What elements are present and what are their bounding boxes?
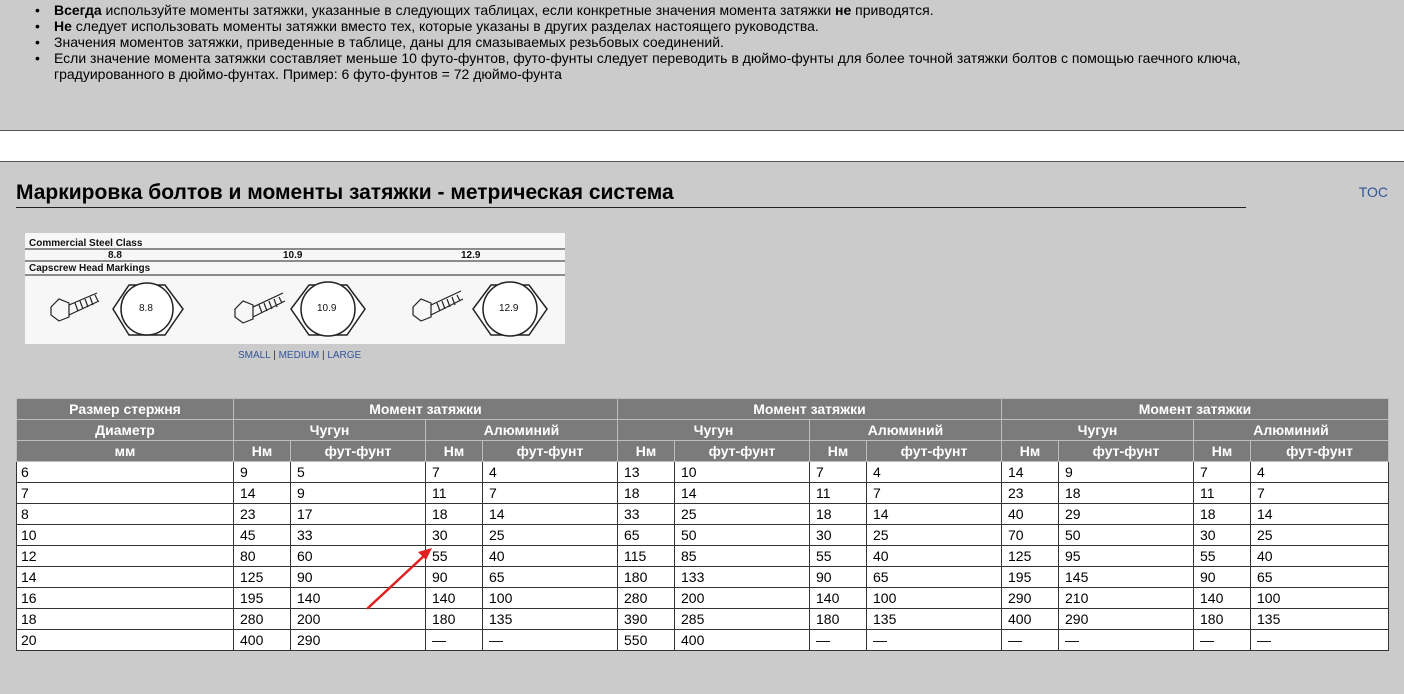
torque-cell: 40 (1251, 546, 1389, 567)
torque-cell: 18 (618, 483, 675, 504)
section-title: Маркировка болтов и моменты затяжки - метрическая система (16, 180, 1246, 208)
header-cell: Момент затяжки (1002, 399, 1389, 420)
marking-88: 8.8 (139, 303, 153, 314)
torque-cell: — (483, 630, 618, 651)
header-cell: Размер стержня (17, 399, 234, 420)
torque-cell: 25 (867, 525, 1002, 546)
torque-cell: — (1251, 630, 1389, 651)
torque-cell: 55 (1194, 546, 1251, 567)
torque-cell: 180 (810, 609, 867, 630)
torque-cell: 4 (1251, 462, 1389, 483)
torque-cell: 50 (675, 525, 810, 546)
header-cell: Алюминий (426, 420, 618, 441)
marking-109: 10.9 (317, 303, 337, 314)
torque-cell: 290 (1002, 588, 1059, 609)
torque-cell: 11 (426, 483, 483, 504)
torque-cell: 50 (1059, 525, 1194, 546)
torque-cell: 7 (867, 483, 1002, 504)
torque-cell: 11 (810, 483, 867, 504)
torque-cell: 290 (291, 630, 426, 651)
torque-cell: 9 (234, 462, 291, 483)
header-cell: Нм (1002, 441, 1059, 462)
diameter-cell: 18 (17, 609, 234, 630)
size-small-link[interactable]: SMALL (238, 350, 271, 361)
torque-cell: 400 (1002, 609, 1059, 630)
torque-cell: 23 (1002, 483, 1059, 504)
torque-cell: — (426, 630, 483, 651)
torque-cell: 180 (618, 567, 675, 588)
header-cell: Момент затяжки (234, 399, 618, 420)
header-cell: Чугун (234, 420, 426, 441)
torque-cell: 65 (618, 525, 675, 546)
torque-cell: 18 (1059, 483, 1194, 504)
torque-cell: 65 (483, 567, 618, 588)
notes-list (0, 2, 1404, 82)
torque-cell: 40 (483, 546, 618, 567)
torque-cell: 135 (867, 609, 1002, 630)
torque-cell: 45 (234, 525, 291, 546)
marking-129: 12.9 (499, 303, 519, 314)
diameter-cell: 6 (17, 462, 234, 483)
torque-cell: 115 (618, 546, 675, 567)
table-row (17, 630, 1389, 651)
torque-cell: 33 (618, 504, 675, 525)
torque-cell: 4 (867, 462, 1002, 483)
header-cell: фут-фунт (1251, 441, 1389, 462)
torque-cell: 550 (618, 630, 675, 651)
table-row (17, 567, 1389, 588)
torque-cell: 5 (291, 462, 426, 483)
table-row (17, 525, 1389, 546)
torque-cell: 23 (234, 504, 291, 525)
torque-cell: 140 (1194, 588, 1251, 609)
torque-cell: 180 (1194, 609, 1251, 630)
torque-cell: 29 (1059, 504, 1194, 525)
torque-cell: — (810, 630, 867, 651)
class-label: Commercial Steel Class (29, 238, 143, 249)
size-medium-link[interactable]: MEDIUM (278, 350, 320, 361)
diameter-cell: 14 (17, 567, 234, 588)
torque-cell: 7 (1251, 483, 1389, 504)
header-cell: Чугун (618, 420, 810, 441)
torque-cell: 390 (618, 609, 675, 630)
torque-cell: 60 (291, 546, 426, 567)
header-cell: Диаметр (17, 420, 234, 441)
torque-cell: 135 (1251, 609, 1389, 630)
header-cell: фут-фунт (1059, 441, 1194, 462)
header-cell: Момент затяжки (618, 399, 1002, 420)
class-88-label: 8.8 (108, 250, 122, 261)
torque-cell: 30 (1194, 525, 1251, 546)
header-cell: мм (17, 441, 234, 462)
diameter-cell: 12 (17, 546, 234, 567)
torque-cell: 140 (810, 588, 867, 609)
header-cell: фут-фунт (291, 441, 426, 462)
table-row (17, 588, 1389, 609)
header-cell: Нм (426, 441, 483, 462)
torque-cell: — (1059, 630, 1194, 651)
torque-cell: 14 (483, 504, 618, 525)
torque-cell: 40 (1002, 504, 1059, 525)
header-cell: Нм (810, 441, 867, 462)
header-cell: Алюминий (810, 420, 1002, 441)
separator-strip (0, 131, 1404, 162)
torque-cell: 280 (234, 609, 291, 630)
torque-cell: 200 (675, 588, 810, 609)
torque-cell: 400 (675, 630, 810, 651)
torque-cell: 7 (426, 462, 483, 483)
torque-cell: 100 (483, 588, 618, 609)
torque-cell: 55 (810, 546, 867, 567)
torque-cell: — (867, 630, 1002, 651)
diameter-cell: 10 (17, 525, 234, 546)
header-cell: Нм (234, 441, 291, 462)
diameter-cell: 16 (17, 588, 234, 609)
torque-cell: 100 (867, 588, 1002, 609)
torque-cell: 7 (483, 483, 618, 504)
class-109-label: 10.9 (283, 250, 303, 261)
header-cell: Алюминий (1194, 420, 1389, 441)
table-row (17, 546, 1389, 567)
torque-cell: 14 (1002, 462, 1059, 483)
torque-cell: 7 (1194, 462, 1251, 483)
torque-cell: 9 (291, 483, 426, 504)
header-cell: фут-фунт (483, 441, 618, 462)
torque-cell: 18 (426, 504, 483, 525)
torque-cell: 65 (1251, 567, 1389, 588)
torque-cell: 14 (867, 504, 1002, 525)
diameter-cell: 7 (17, 483, 234, 504)
torque-cell: 7 (810, 462, 867, 483)
torque-cell: — (1194, 630, 1251, 651)
torque-cell: 125 (234, 567, 291, 588)
class-129-label: 12.9 (461, 250, 481, 261)
torque-cell: 90 (426, 567, 483, 588)
torque-cell: 65 (867, 567, 1002, 588)
torque-cell: 90 (291, 567, 426, 588)
size-separator: | (273, 350, 276, 361)
torque-cell: 10 (675, 462, 810, 483)
torque-cell: 200 (291, 609, 426, 630)
size-separator: | (321, 350, 325, 361)
torque-cell: 180 (426, 609, 483, 630)
torque-cell: 195 (1002, 567, 1059, 588)
torque-cell: 13 (618, 462, 675, 483)
header-row-3 (17, 441, 1389, 462)
torque-cell: 290 (1059, 609, 1194, 630)
torque-cell: 17 (291, 504, 426, 525)
torque-cell: 140 (426, 588, 483, 609)
torque-cell: 25 (675, 504, 810, 525)
note-item: • Всегда используйте моменты затяжки, указанные в следующих таблицах, если конкретные значения момента затяжки не приводятся. (54, 2, 1294, 18)
diameter-cell: 8 (17, 504, 234, 525)
torque-cell: 285 (675, 609, 810, 630)
header-cell: Нм (618, 441, 675, 462)
torque-cell: 4 (483, 462, 618, 483)
torque-cell: 18 (810, 504, 867, 525)
torque-cell: 70 (1002, 525, 1059, 546)
torque-cell: 55 (426, 546, 483, 567)
torque-cell: 30 (810, 525, 867, 546)
header-cell: фут-фунт (675, 441, 810, 462)
header-cell: Чугун (1002, 420, 1194, 441)
torque-cell: 400 (234, 630, 291, 651)
header-cell: фут-фунт (867, 441, 1002, 462)
image-size-links (238, 350, 361, 361)
head-markings-label: Capscrew Head Markings (29, 263, 151, 274)
torque-cell: 133 (675, 567, 810, 588)
bolt-side-icon (413, 291, 463, 321)
torque-cell: 25 (483, 525, 618, 546)
notes-panel (0, 0, 1404, 131)
header-cell: Нм (1194, 441, 1251, 462)
torque-cell: 40 (867, 546, 1002, 567)
table-row (17, 483, 1389, 504)
table-row (17, 609, 1389, 630)
note-item: • Не следует использовать моменты затяжки вместо тех, которые указаны в других разделах настоящего руководства. (54, 18, 1294, 34)
torque-cell: — (1002, 630, 1059, 651)
torque-cell: 85 (675, 546, 810, 567)
header-row-1 (17, 399, 1389, 420)
torque-table (16, 398, 1389, 651)
torque-cell: 280 (618, 588, 675, 609)
torque-cell: 100 (1251, 588, 1389, 609)
torque-cell: 195 (234, 588, 291, 609)
torque-cell: 90 (1194, 567, 1251, 588)
torque-cell: 90 (810, 567, 867, 588)
torque-cell: 125 (1002, 546, 1059, 567)
torque-cell: 14 (234, 483, 291, 504)
header-row-2 (17, 420, 1389, 441)
torque-cell: 9 (1059, 462, 1194, 483)
bolt-side-icon (51, 293, 99, 321)
torque-cell: 14 (675, 483, 810, 504)
note-item: • Значения моментов затяжки, приведенные в таблице, даны для смазываемых резьбовых соединений. (54, 34, 1294, 50)
torque-cell: 33 (291, 525, 426, 546)
torque-table-header (17, 399, 1389, 462)
bolt-side-icon (235, 293, 285, 323)
bolt-markings-figure (25, 233, 565, 344)
torque-cell: 135 (483, 609, 618, 630)
torque-cell: 30 (426, 525, 483, 546)
torque-cell: 18 (1194, 504, 1251, 525)
torque-cell: 210 (1059, 588, 1194, 609)
table-row (17, 504, 1389, 525)
torque-cell: 140 (291, 588, 426, 609)
torque-table-body (17, 462, 1389, 651)
torque-cell: 14 (1251, 504, 1389, 525)
toc-link[interactable]: TOC (1358, 184, 1388, 200)
torque-cell: 11 (1194, 483, 1251, 504)
diameter-cell: 20 (17, 630, 234, 651)
torque-cell: 25 (1251, 525, 1389, 546)
torque-cell: 95 (1059, 546, 1194, 567)
note-item: • Если значение момента затяжки составляет меньше 10 футо-фунтов, футо-фунты следует переводить в дюймо-фунты для более точной затяжки болтов с помощью гаечного ключа, градуированного в дюймо-фунтах. Пример: 6 футо-фунтов = 72 дюймо-фунта (54, 50, 1294, 82)
size-large-link[interactable]: LARGE (327, 350, 362, 361)
torque-cell: 80 (234, 546, 291, 567)
torque-cell: 145 (1059, 567, 1194, 588)
table-row (17, 462, 1389, 483)
